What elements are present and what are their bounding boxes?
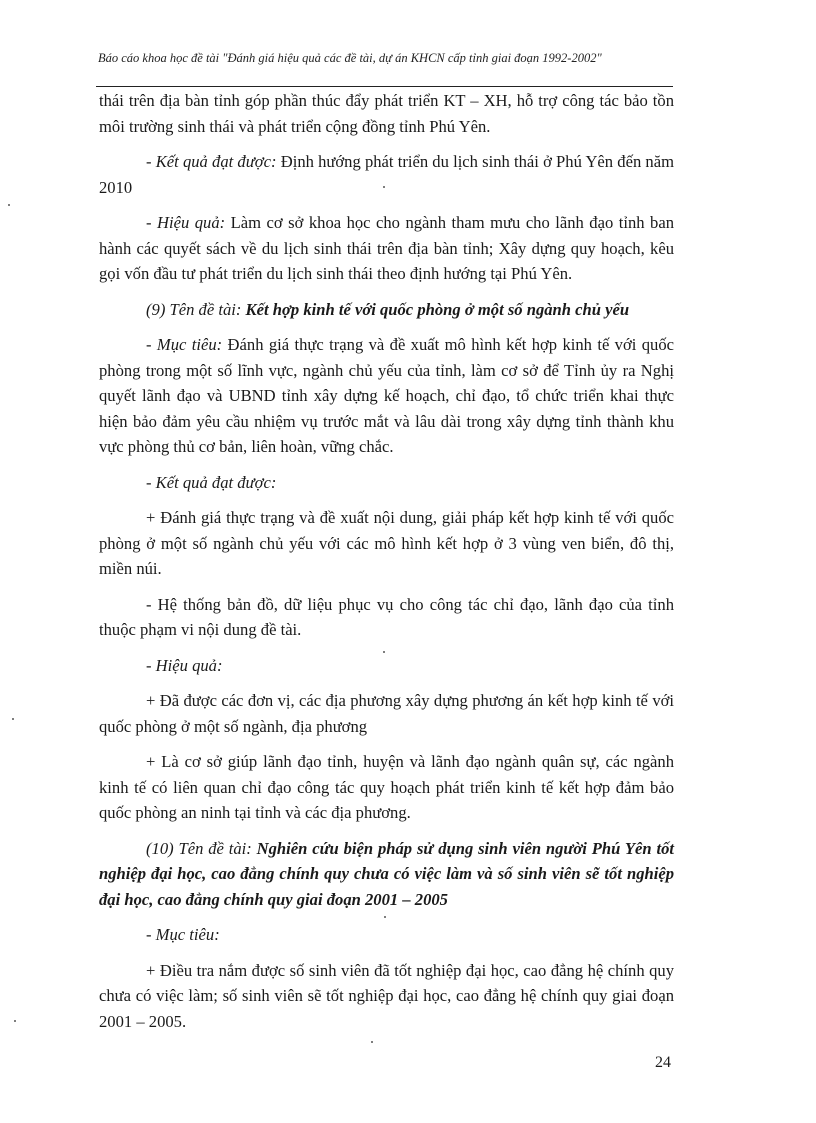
label-muc-tieu: - Mục tiêu: [146, 335, 223, 354]
paragraph: - Hệ thống bản đồ, dữ liệu phục vụ cho công tác chỉ đạo, lãnh đạo của tỉnh thuộc phạm vi nội dung đề tài. [99, 594, 674, 639]
section-heading-9 [99, 297, 674, 323]
paragraph: + Đánh giá thực trạng và đề xuất nội dung, giải pháp kết hợp kinh tế với quốc phòng ở một số ngành chủ yếu với các mô hình kết hợp ở 3 vùng ven biển, đô thị, miền núi. [99, 508, 674, 578]
section-heading-10 [99, 836, 674, 913]
running-header: Báo cáo khoa học đề tài "Đánh giá hiệu quả các đề tài, dự án KHCN cấp tỉnh giai đoạn 1992-2002" [98, 51, 602, 65]
scan-speck [383, 651, 385, 653]
scan-speck [8, 204, 10, 206]
page-number: 24 [655, 1054, 671, 1071]
page-body [99, 88, 674, 1034]
paragraph [99, 149, 674, 200]
paragraph-text: Làm cơ sở khoa học cho ngành tham mưu cho lãnh đạo tỉnh ban hành các quyết sách về du lịch sinh thái trên địa bàn tỉnh; Xây dựng quy hoạch, kêu gọi vốn đầu tư phát triển du lịch sinh thái theo định hướng tại Phú Yên. [99, 213, 674, 283]
header-rule [96, 86, 673, 87]
paragraph [99, 332, 674, 460]
scan-speck [383, 186, 385, 188]
paragraph-text: Đánh giá thực trạng và đề xuất mô hình kết hợp kinh tế với quốc phòng trong một số lĩnh vực, ngành chủ yếu của tỉnh, làm cơ sở để Tỉnh ủy ra Nghị quyết lãnh đạo và UBND tỉnh xây dựng kế hoạch, chỉ đạo, tổ chức triển khai thực hiện bảo đảm yêu cầu nhiệm vụ trước mắt và lâu dài trong xây dựng tỉnh thành khu vực phòng thủ cơ bản, liên hoàn, vững chắc. [99, 335, 674, 456]
heading-title: Nghiên cứu biện pháp sử dụng sinh viên người Phú Yên tốt nghiệp đại học, cao đẳng chính quy chưa có việc làm và số sinh viên sẽ tốt nghiệp đại học, cao đẳng chính quy giai đoạn 2001 – 2005 [99, 838, 674, 909]
paragraph: + Điều tra nắm được số sinh viên đã tốt nghiệp đại học, cao đẳng hệ chính quy chưa có việc làm; số sinh viên sẽ tốt nghiệp đại học, cao đẳng hệ chính quy giai đoạn 2001 – 2005. [99, 960, 674, 1031]
label-hieu-qua: - Hiệu quả: [146, 213, 226, 232]
label-ket-qua: - Kết quả đạt được: [146, 472, 277, 492]
paragraph: thái trên địa bàn tỉnh góp phần thúc đẩy phát triển KT – XH, hỗ trợ công tác bảo tồn môi trường sinh thái và phát triển cộng đồng tỉnh Phú Yên. [99, 91, 674, 136]
label-muc-tieu: - Mục tiêu: [146, 925, 220, 944]
scan-speck [371, 1041, 373, 1043]
scan-speck [384, 916, 386, 918]
scan-speck [12, 718, 14, 720]
paragraph: + Là cơ sở giúp lãnh đạo tỉnh, huyện và lãnh đạo ngành quân sự, các ngành kinh tế có liên quan chỉ đạo công tác quy hoạch phát triển kinh tế kết hợp đảm bảo quốc phòng an ninh tại tỉnh và các địa phương. [99, 752, 674, 822]
heading-prefix: (10) Tên đề tài: [146, 838, 257, 858]
label-ket-qua: - Kết quả đạt được: [146, 152, 277, 171]
heading-title: Kết hợp kinh tế với quốc phòng ở một số ngành chủ yếu [245, 299, 630, 319]
paragraph [99, 210, 674, 287]
paragraph-text: Định hướng phát triển du lịch sinh thái ở Phú Yên đến năm 2010 [99, 152, 674, 197]
label-hieu-qua: - Hiệu quả: [146, 655, 223, 675]
paragraph: + Đã được các đơn vị, các địa phương xây dựng phương án kết hợp kinh tế với quốc phòng ở một số ngành, địa phương [99, 691, 674, 736]
scan-speck [14, 1020, 16, 1022]
heading-prefix: (9) Tên đề tài: [146, 299, 246, 319]
